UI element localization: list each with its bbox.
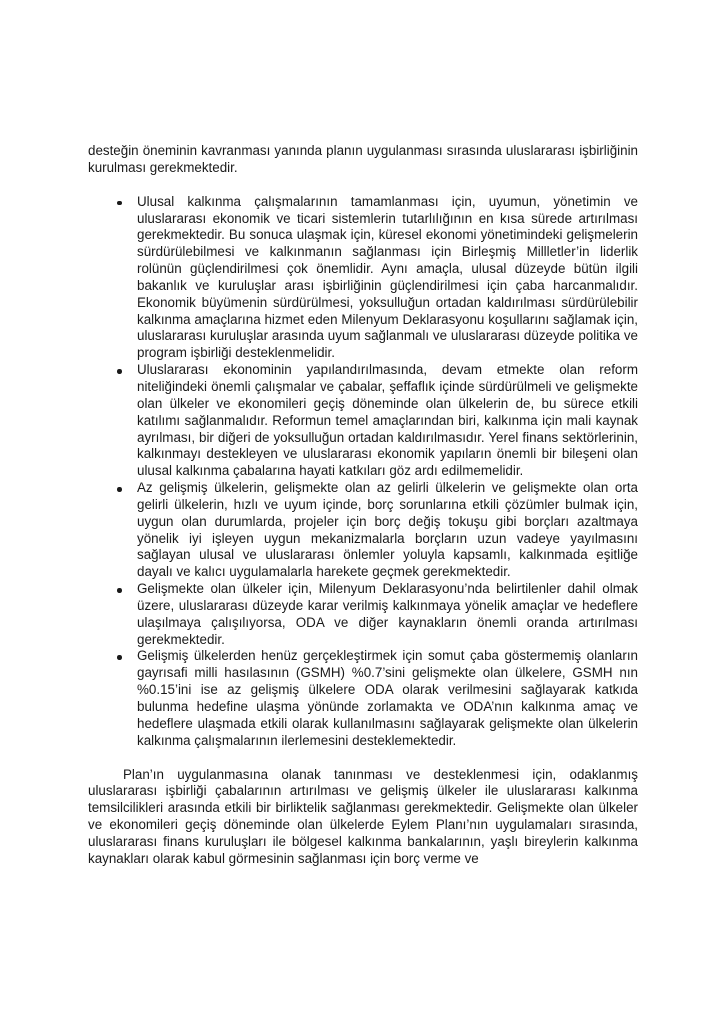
bullet-text: Gelişmekte olan ülkeler için, Milenyum Deklarasyonu’nda belirtilenler dahil olmak üzere, uluslararası düzeyde karar verilmiş kalkınmaya yönelik amaçlar ve hedeflere ulaşılmaya çalışılıyorsa, ODA ve diğer kaynakların önemli oranda artırılması gerekmektedir. (137, 581, 638, 647)
bullet-item (88, 581, 638, 648)
bullet-text: Uluslararası ekonominin yapılandırılmasında, devam etmekte olan reform niteliğindeki önemli çalışmalar ve çabalar, şeffaflık içinde sürdürülmeli ve gelişmekte olan ülkeler ve ekonomileri geçiş döneminde olan ülkelerin de, bu sürece etkili katılımı sağlanmalıdır. Reformun temel amaçlarından biri, kalkınma için mali kaynak ayrılması, bir diğeri de yoksulluğun ortadan kaldırılmasıdır. Yerel finans sektörlerinin, kalkınmayı destekleyen ve uluslararası ekonomik yapıların önemli bir bileşeni olan ulusal kalkınma çabalarına hayati katkıları göz ardı edilmemelidir. (137, 362, 638, 479)
bullet-text: Az gelişmiş ülkelerin, gelişmekte olan az gelirli ülkelerin ve gelişmekte olan orta gelirli ülkelerin, hızlı ve uyum içinde, borç sorunlarına etkili çözümler bulmak için, uygun olan durumlarda, projeler için borç değiş tokuşu gibi borçları azaltmaya yönelik iyi işleyen uygun mekanizmalarla borçların uzun vadeye yayılmasını sağlayan ulusal ve uluslararası önlemler yoluyla kapsamlı, kalkınmada eşitliğe dayalı ve kalıcı uygulamalarla harekete geçmek gerekmektedir. (137, 480, 638, 580)
bullet-item (88, 194, 638, 362)
bullet-text: Gelişmiş ülkelerden henüz gerçekleştirmek için somut çaba göstermemiş olanların gayrısafi milli hasılasının (GSMH) %0.7’sini gelişmekte olan ülkelere, GSMH nın %0.15’ini ise az gelişmiş ülkelere ODA olarak verilmesini sağlayarak katkıda bulunma hedefine ulaşma yönünde zorlamakta ve ODA’nın kalkınma amaç ve hedeflere ulaşmada etkili olarak kullanılmasını sağlayarak gelişmekte olan ülkelerin kalkınma çalışmalarının ilerlemesini desteklemektedir. (137, 648, 638, 748)
bullet-dot-icon (117, 201, 122, 206)
document-page (88, 143, 638, 868)
closing-paragraph: Plan’ın uygulanmasına olanak tanınması ve desteklenmesi için, odaklanmış uluslararası işbirliği çabalarının artırılması ve gelişmiş ülkeler ile uluslararası kalkınma temsilcilikleri arasında etkili bir birliktelik sağlanması gerekmektedir. Gelişmekte olan ülkeler ve ekonomileri geçiş döneminde olan ülkelerde Eylem Planı’nın uygulamaları sırasında, uluslararası finans kuruluşları ile bölgesel kalkınma bankalarının, yaşlı bireylerin kalkınma kaynakları olarak kabul görmesinin sağlanması için borç verme ve (88, 766, 638, 866)
bullet-dot-icon (117, 588, 122, 593)
bullet-list (88, 194, 638, 750)
bullet-dot-icon (117, 369, 122, 374)
bullet-dot-icon (117, 487, 122, 492)
intro-paragraph: desteğin öneminin kavranması yanında planın uygulanması sırasında uluslararası işbirliğinin kurulması gerekmektedir. (88, 143, 638, 175)
bullet-item (88, 648, 638, 749)
bullet-item (88, 362, 638, 480)
bullet-dot-icon (117, 655, 122, 660)
bullet-text: Ulusal kalkınma çalışmalarının tamamlanması için, uyumun, yönetimin ve uluslararası ekonomik ve ticari sistemlerin tutarlılığının en kısa sürede artırılması gerekmektedir. Bu sonuca ulaşmak için, küresel ekonomi yönetimindeki gelişmelerin sürdürülebilmesi ve kalkınmanın sağlanması için Birleşmiş Millletler’in liderlik rolünün güçlendirilmesi çok önemlidir. Aynı amaçla, ulusal düzeyde bütün ilgili bakanlık ve kuruluşlar arası işbirliğinin güçlendirilmesi için çaba harcanmalıdır. Ekonomik büyümenin sürdürülmesi, yoksulluğun ortadan kaldırılması sürdürülebilir kalkınma amaçlarına hizmet eden Milenyum Deklarasyonu koşullarını sağlamak için, uluslararası kuruluşlar arasında uyum sağlanmalı ve uluslararası düzeyde politika ve program işbirliği desteklenmelidir. (137, 193, 638, 361)
bullet-item (88, 480, 638, 581)
